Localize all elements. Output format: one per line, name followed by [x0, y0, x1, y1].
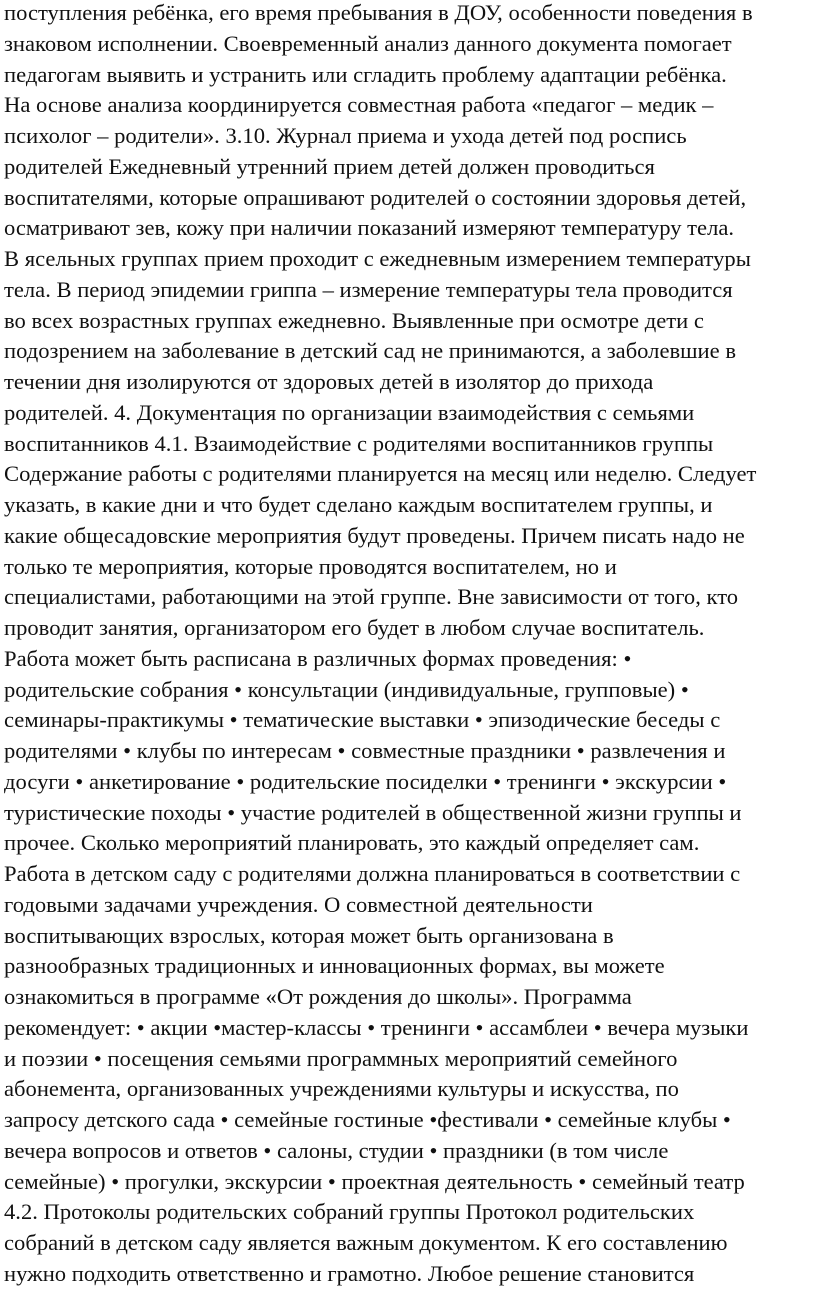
- text-line: родительские собрания • консультации (индивидуальные, групповые) •: [4, 676, 689, 702]
- text-line: осматривают зев, кожу при наличии показаний измеряют температуру тела.: [4, 215, 735, 241]
- text-line: Работа может быть расписана в различных формах проведения: •: [4, 645, 632, 671]
- text-line: ознакомиться в программе «От рождения до школы». Программа: [4, 984, 632, 1009]
- text-line: Работа в детском саду с родителями должна планироваться в соответствии с: [4, 861, 741, 886]
- text-line: проводит занятия, организатором его будет в любом случае воспитатель.: [4, 615, 705, 640]
- text-line: родителей. 4. Документация по организации взаимодействия с семьями: [4, 399, 695, 425]
- text-line: и поэзии • посещения семьями программных мероприятий семейного: [4, 1045, 678, 1071]
- text-line: На основе анализа координируется совместная работа «педагог – медик –: [4, 92, 714, 118]
- text-line: родителями • клубы по интересам • совместные праздники • развлечения и: [4, 738, 726, 763]
- text-line: нужно подходить ответственно и грамотно. Любое решение становится: [4, 1260, 695, 1286]
- text-line: досуги • анкетирование • родительские посиделки • тренинги • экскурсии •: [4, 768, 727, 794]
- text-line: родителей Ежедневный утренний прием детей должен проводиться: [4, 153, 655, 179]
- text-line: прочее. Сколько мероприятий планировать, это каждый определяет сам.: [4, 830, 700, 856]
- text-line: годовыми задачами учреждения. О совместной деятельности: [4, 891, 593, 917]
- text-line: запросу детского сада • семейные гостиные •фестивали • семейные клубы •: [4, 1107, 731, 1132]
- text-line: педагогам выявить и устранить или сгладить проблему адаптации ребёнка.: [4, 61, 727, 87]
- text-line: вечера вопросов и ответов • салоны, студии • праздники (в том числе: [4, 1137, 669, 1163]
- text-line: психолог – родители». 3.10. Журнал приема и ухода детей под роспись: [4, 123, 687, 148]
- text-line: Содержание работы с родителями планируется на месяц или неделю. Следует: [4, 461, 757, 487]
- text-line: семинары-практикумы • тематические выставки • эпизодические беседы с: [4, 707, 721, 733]
- text-line: указать, в какие дни и что будет сделано каждым воспитателем группы, и: [4, 492, 713, 517]
- text-line: подозрением на заболевание в детский сад не принимаются, а заболевшие в: [4, 338, 736, 364]
- text-line: собраний в детском саду является важным документом. К его составлению: [4, 1230, 728, 1255]
- text-line: во всех возрастных группах ежедневно. Выявленные при осмотре дети с: [4, 307, 704, 333]
- text-line: воспитывающих взрослых, которая может быть организована в: [4, 922, 614, 948]
- text-line: туристические походы • участие родителей в общественной жизни группы и: [4, 799, 742, 825]
- text-line: поступления ребёнка, его время пребывания в ДОУ, особенности поведения в: [4, 0, 753, 25]
- text-line: тела. В период эпидемии гриппа – измерение температуры тела проводится: [4, 276, 733, 302]
- text-line: воспитанников 4.1. Взаимодействие с родителями воспитанников группы: [4, 430, 714, 456]
- text-line: семейные) • прогулки, экскурсии • проектная деятельность • семейный театр: [4, 1168, 745, 1194]
- text-line: разнообразных традиционных и инновационных формах, вы можете: [4, 953, 665, 979]
- text-line: знаковом исполнении. Своевременный анализ данного документа помогает: [4, 30, 732, 56]
- text-line: абонемента, организованных учреждениями культуры и искусства, по: [4, 1076, 679, 1102]
- document-body-text: [4, 0, 816, 1289]
- text-line: воспитателями, которые опрашивают родителей о состоянии здоровья детей,: [4, 184, 747, 210]
- text-line: рекомендует: • акции •мастер-классы • тренинги • ассамблеи • вечера музыки: [4, 1014, 749, 1040]
- text-line: только те мероприятия, которые проводятся воспитателем, но и: [4, 553, 617, 579]
- text-line: течении дня изолируются от здоровых детей в изолятор до прихода: [4, 369, 654, 394]
- text-line: какие общесадовские мероприятия будут проведены. Причем писать надо не: [4, 522, 745, 548]
- text-line: специалистами, работающими на этой группе. Вне зависимости от того, кто: [4, 584, 739, 610]
- text-line: В ясельных группах прием проходит с ежедневным измерением температуры: [4, 246, 751, 271]
- text-line: 4.2. Протоколы родительских собраний группы Протокол родительских: [4, 1199, 695, 1225]
